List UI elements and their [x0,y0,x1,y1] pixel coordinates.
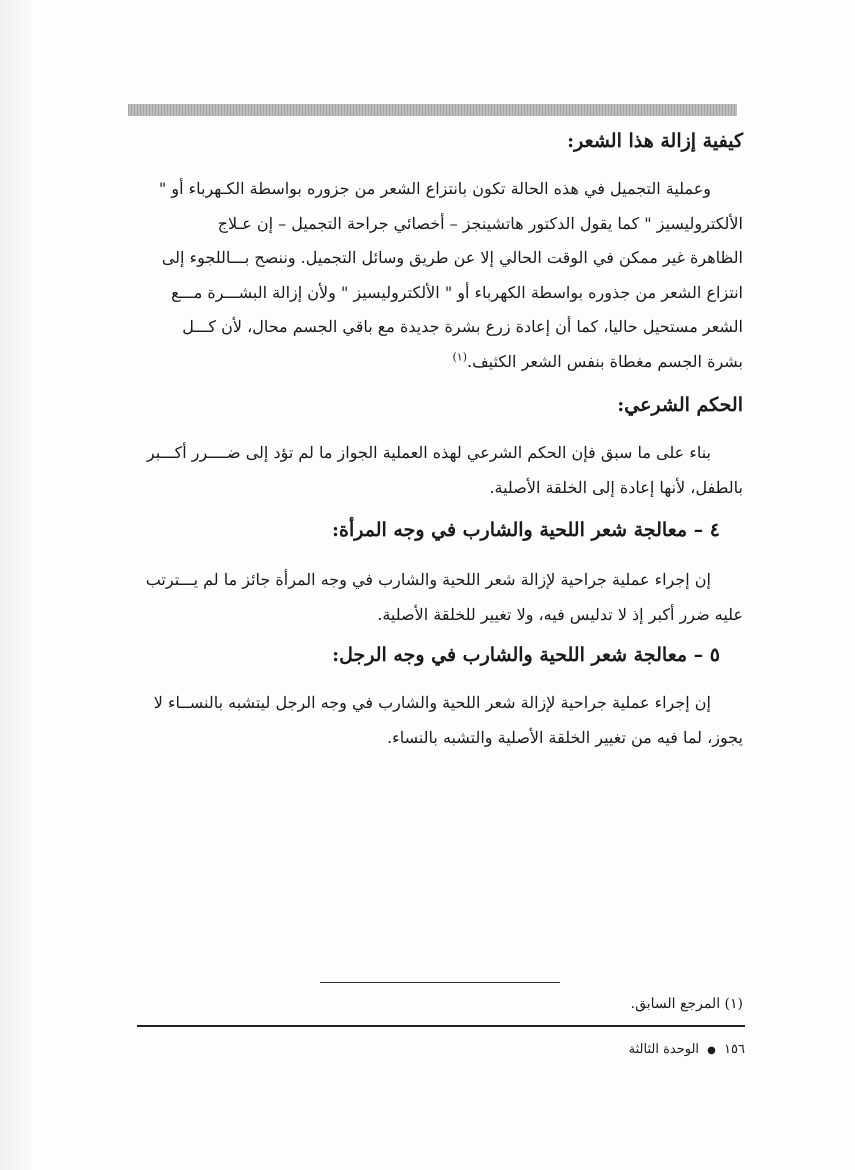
paragraph-line: إن إجراء عملية جراحية لإزالة شعر اللحية والشارب في وجه الرجل ليتشبه بالنســاء لا [153,693,711,712]
paragraph-line: بناء على ما سبق فإن الحكم الشرعي لهذه العملية الجواز ما لم تؤد إلى ضــــرر أكـــبر [146,443,711,462]
section-heading-hair-removal: كيفية إزالة هذا الشعر: [567,130,743,152]
footnote-text: (١) المرجع السابق. [630,996,743,1012]
footer-rule [137,1025,745,1027]
paragraph-line: يجوز، لما فيه من تغيير الخلقة الأصلية والتشبه بالنساء. [387,727,743,747]
paragraph-line: بالطفل، لأنها إعادة إلى الخلقة الأصلية. [489,477,743,497]
paragraph-line: إن إجراء عملية جراحية لإزالة شعر اللحية والشارب في وجه المرأة جائز ما لم يـــترتب [145,570,711,589]
page-number: ١٥٦ [724,1042,745,1057]
paragraph-line: الشعر مستحيل حاليا، كما أن إعادة زرع بشرة جديدة مع باقي الجسم محال، لأن كـــل [182,317,743,336]
footnote-reference: (١) [452,350,468,364]
section-heading-legal-ruling: الحكم الشرعي: [617,394,743,416]
paragraph-legal-ruling [128,436,743,505]
page-footer [629,1042,745,1057]
paragraph-line: انتزاع الشعر من جذوره بواسطة الكهرباء أو " الألكتروليسيز " ولأن إزالة البشـــرة مـــع [171,282,743,302]
footnote-separator [320,982,560,983]
section-heading-men-beard: ٥ – معالجة شعر اللحية والشارب في وجه الرجل: [332,644,720,666]
paragraph-men-beard [128,686,743,755]
section-heading-women-beard: ٤ – معالجة شعر اللحية والشارب في وجه المرأة: [332,519,720,541]
paragraph-line: الألكتروليسيز " كما يقول الدكتور هاتشينجز – أخصائي جراحة التجميل – إن عـلاج [217,213,743,233]
paragraph-line: عليه ضرر أكبر إذ لا تدليس فيه، ولا تغيير للخلقة الأصلية. [377,604,743,624]
paragraph-women-beard [128,563,743,632]
header-decorative-rule [128,104,737,116]
bullet-icon: ● [707,1045,716,1056]
paragraph-line-last: بشرة الجسم مغطاة بنفس الشعر الكثيف.$^{(١)}$ [452,350,743,371]
unit-title: الوحدة الثالثة [628,1042,700,1057]
paragraph-line: وعملية التجميل في هذه الحالة تكون بانتزاع الشعر من جزوره بواسطة الكـهرباء أو " [158,179,711,198]
paragraph-hair-removal [128,172,743,379]
paragraph-line: الظاهرة غير ممكن في الوقت الحالي إلا عن طريق وسائل التجميل. وننصح بـــاللجوء إلى [161,248,743,267]
